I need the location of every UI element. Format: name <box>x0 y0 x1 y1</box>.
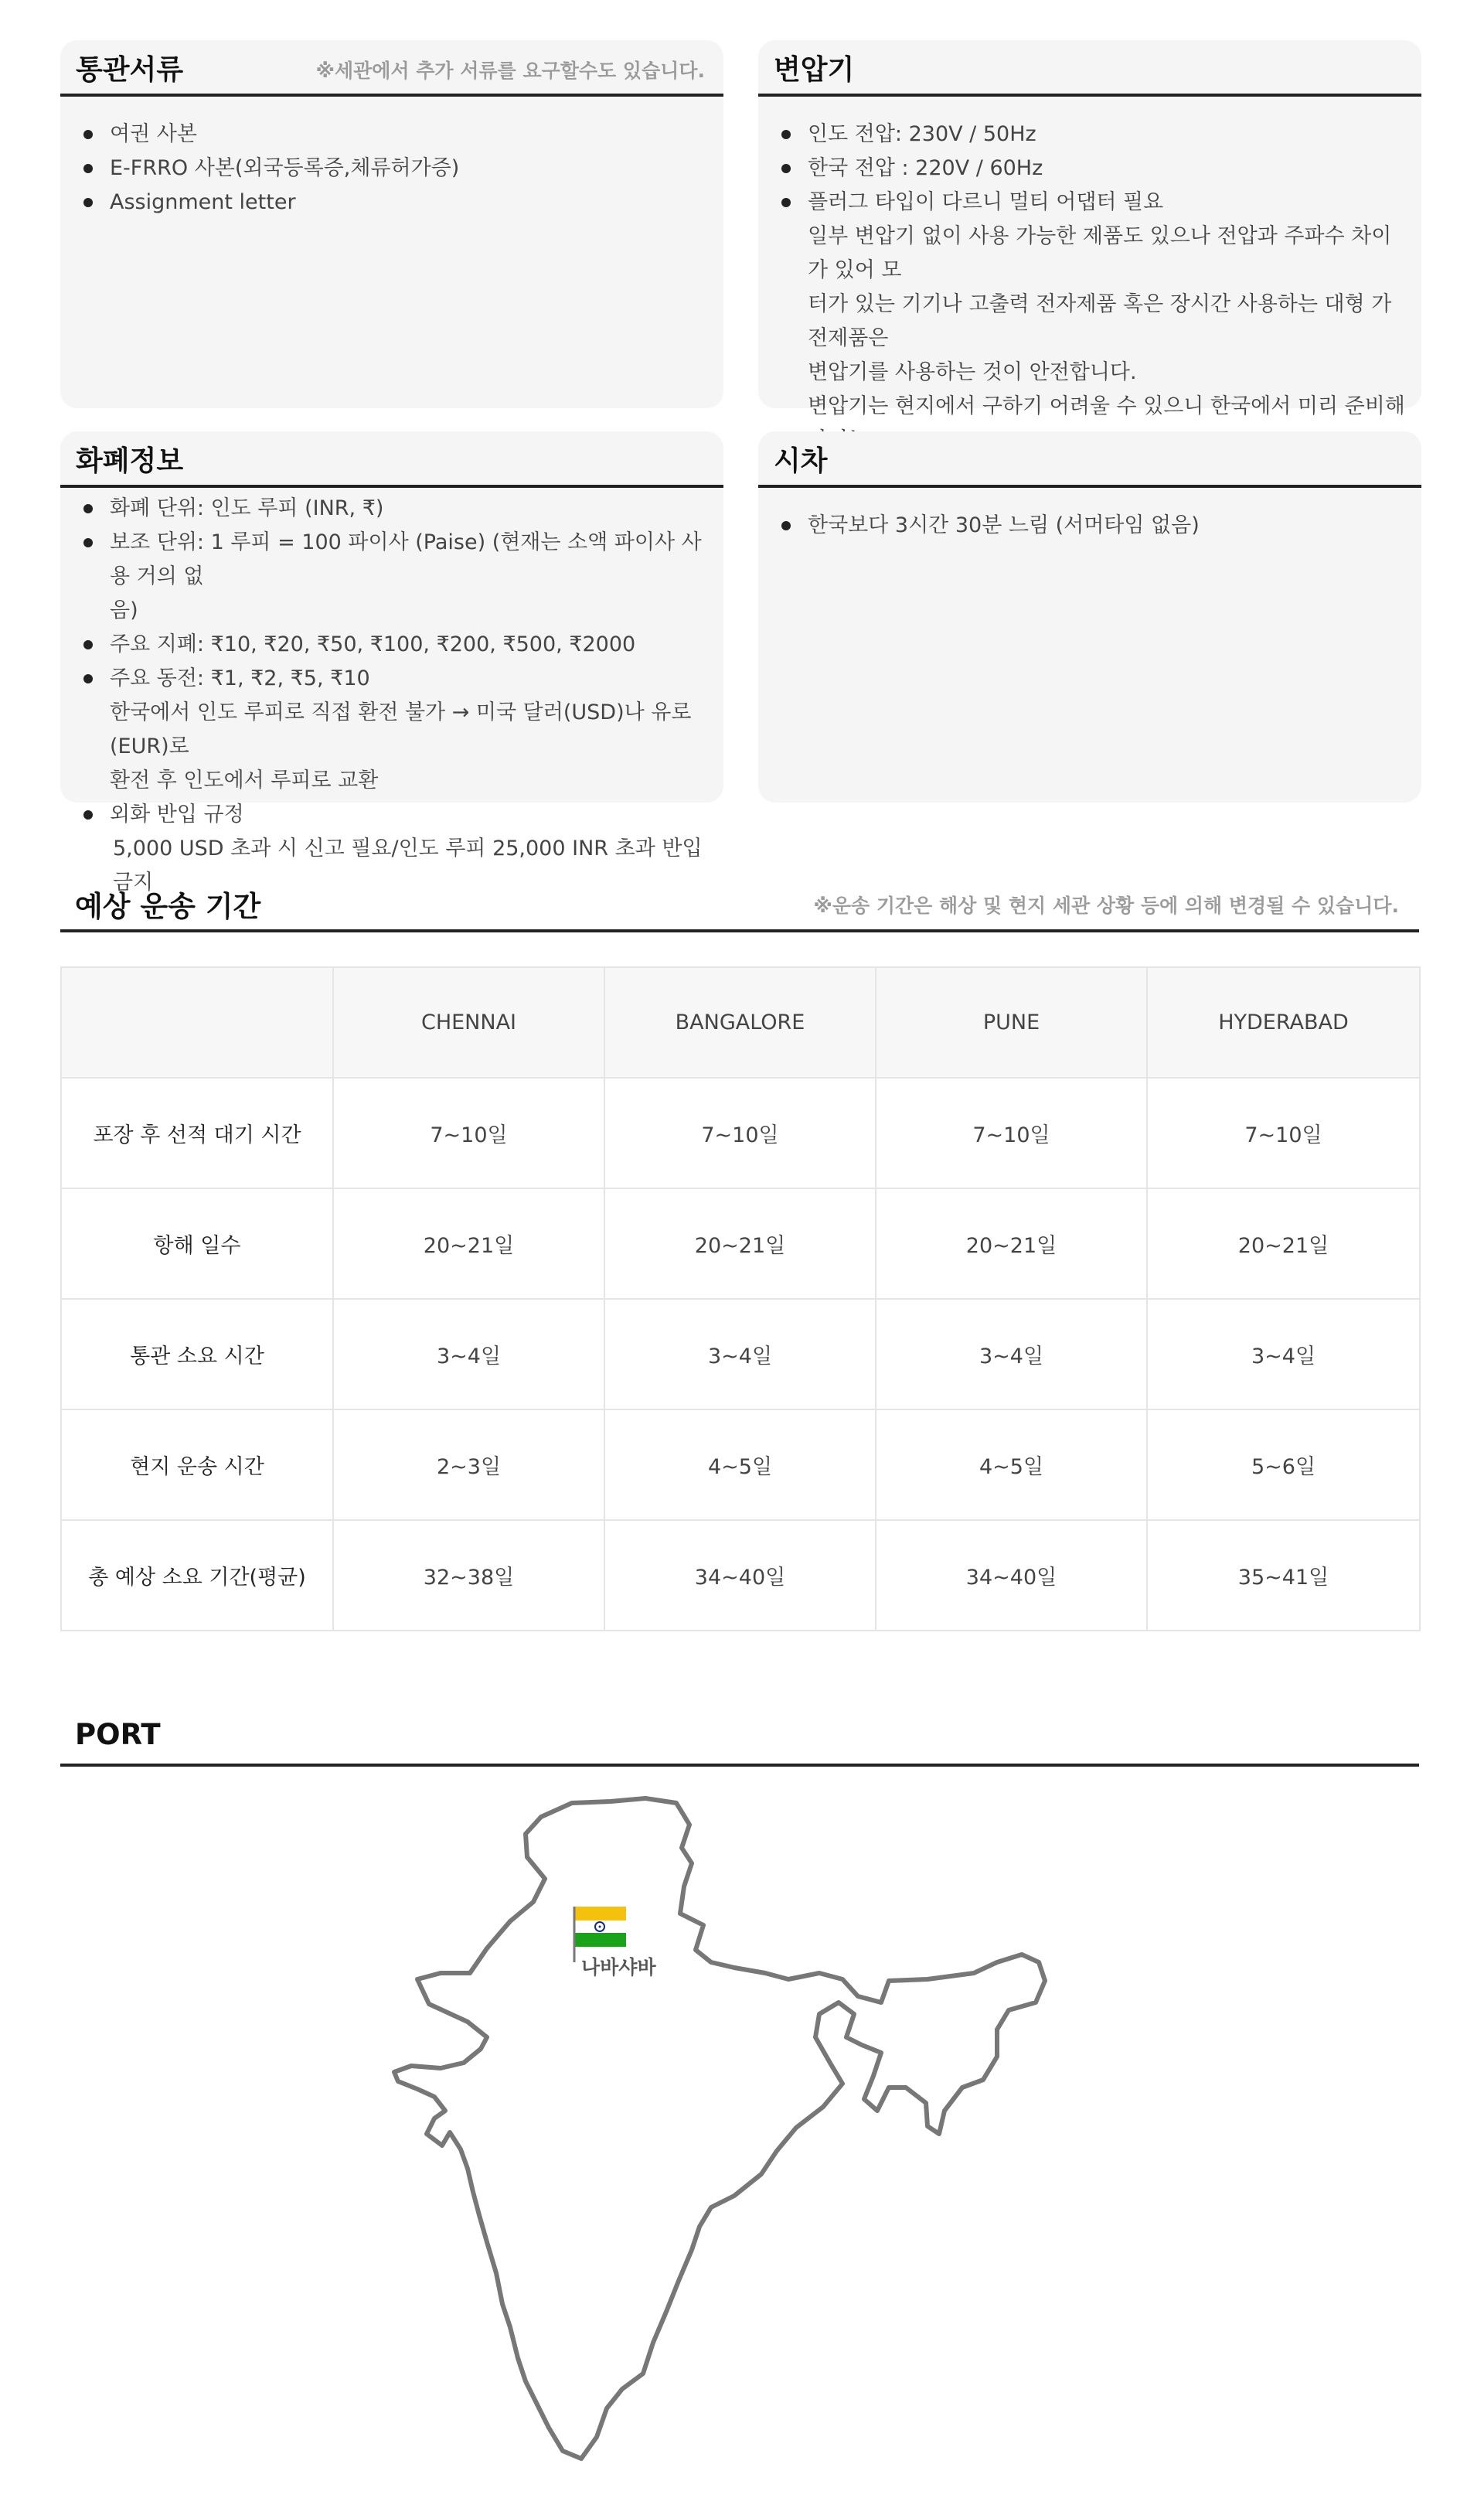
table-cell: 20~21일 <box>604 1188 876 1299</box>
list-item: 한국 전압 : 220V / 60Hz <box>774 152 1406 186</box>
header-cell: HYDERABAD <box>1147 967 1420 1078</box>
shipping-note: ※운송 기간은 해상 및 현지 세관 상황 등에 의해 변경될 수 있습니다. <box>813 895 1399 917</box>
row-header: 현지 운송 시간 <box>61 1409 333 1520</box>
customs-note: ※세관에서 추가 서류를 요구할수도 있습니다. <box>315 60 705 82</box>
table-cell: 35~41일 <box>1147 1520 1420 1631</box>
header-cell: PUNE <box>876 967 1147 1078</box>
currency-title: 화폐정보 <box>76 445 184 477</box>
table-cell: 7~10일 <box>876 1078 1147 1188</box>
table-cell: 4~5일 <box>604 1409 876 1520</box>
row-header: 통관 소요 시간 <box>61 1299 333 1409</box>
list-item-continuation: 변압기는 현지에서 구하기 어려울 수 있으니 한국에서 미리 준비해 <box>808 394 1405 418</box>
table-cell: 20~21일 <box>1147 1188 1420 1299</box>
timezone-card <box>758 431 1421 803</box>
section-divider <box>60 1764 1419 1767</box>
table-header-row <box>61 967 1420 1078</box>
list-item-continuation: 5,000 USD 초과 시 신고 필요/인도 루피 25,000 INR 초과 반입 금지 <box>113 837 703 895</box>
row-header: 총 예상 소요 기간(평균) <box>61 1520 333 1631</box>
table-cell: 20~21일 <box>333 1188 604 1299</box>
list-item-continuation: 한국에서 인도 루피로 직접 환전 불가 → 미국 달러(USD)나 유로(EUR)로 <box>110 700 692 758</box>
table-cell: 3~4일 <box>333 1299 604 1409</box>
list-item: 보조 단위: 1 루피 = 100 파이사 (Paise) (현재는 소액 파이사 사용 거의 없 <box>76 526 708 594</box>
header-cell-empty <box>61 967 333 1078</box>
table-row <box>61 1409 1420 1520</box>
list-item: 한국보다 3시간 30분 느림 (서머타임 없음) <box>774 509 1406 543</box>
list-item-continuation: 변압기를 사용하는 것이 안전합니다. <box>808 360 1137 384</box>
table-cell: 34~40일 <box>876 1520 1147 1631</box>
timezone-list <box>774 509 1406 543</box>
header-cell: BANGALORE <box>604 967 876 1078</box>
card-header <box>758 431 1421 488</box>
table-row <box>61 1520 1420 1631</box>
list-item: E-FRRO 사본(외국등록증,체류허가증) <box>76 152 708 186</box>
india-map <box>386 1771 1098 2482</box>
port-marker-label: 나바샤바 <box>581 1956 656 1978</box>
table-row <box>61 1188 1420 1299</box>
timezone-title: 시차 <box>774 445 828 477</box>
flag-saffron-stripe <box>574 1907 626 1920</box>
row-header: 항해 일수 <box>61 1188 333 1299</box>
transformer-title: 변압기 <box>774 54 855 86</box>
table-row <box>61 1299 1420 1409</box>
customs-title: 통관서류 <box>76 54 184 86</box>
flag-chakra-center <box>599 1926 601 1928</box>
shipping-title: 예상 운송 기간 <box>75 890 261 923</box>
list-item: 주요 지폐: ₹10, ₹20, ₹50, ₹100, ₹200, ₹500, ₹2000 <box>76 628 708 662</box>
table-cell: 7~10일 <box>604 1078 876 1188</box>
customs-list <box>76 118 708 220</box>
table-cell: 3~4일 <box>1147 1299 1420 1409</box>
list-item: 인도 전압: 230V / 50Hz <box>774 118 1406 152</box>
table-cell: 3~4일 <box>876 1299 1147 1409</box>
list-item: 여권 사본 <box>76 118 708 152</box>
india-outline <box>394 1798 1045 2459</box>
header-cell: CHENNAI <box>333 967 604 1078</box>
list-item-continuation: 일부 변압기 없이 사용 가능한 제품도 있으나 전압과 주파수 차이가 있어 모 <box>808 224 1392 282</box>
row-header: 포장 후 선적 대기 시간 <box>61 1078 333 1188</box>
card-header <box>758 40 1421 97</box>
transformer-card <box>758 40 1421 418</box>
table-cell: 34~40일 <box>604 1520 876 1631</box>
list-item-continuation: 음) <box>110 598 138 622</box>
table-cell: 7~10일 <box>1147 1078 1420 1188</box>
table-cell: 2~3일 <box>333 1409 604 1520</box>
card-header <box>60 431 723 488</box>
list-item: 화폐 단위: 인도 루피 (INR, ₹) <box>76 492 708 526</box>
table-cell: 5~6일 <box>1147 1409 1420 1520</box>
table-cell: 32~38일 <box>333 1520 604 1631</box>
table-cell: 20~21일 <box>876 1188 1147 1299</box>
table-row <box>61 1078 1420 1188</box>
list-item-continuation: 환전 후 인도에서 루피로 교환 <box>110 769 379 792</box>
shipping-table <box>60 966 1421 1631</box>
list-item: 주요 동전: ₹1, ₹2, ₹5, ₹10 <box>76 662 708 696</box>
table-cell: 7~10일 <box>333 1078 604 1188</box>
list-item: Assignment letter <box>76 186 708 220</box>
list-item-continuation: 터가 있는 기기나 고출력 전자제품 혹은 장시간 사용하는 대형 가전제품은 <box>808 292 1392 350</box>
section-divider <box>60 929 1419 932</box>
currency-list <box>76 492 708 900</box>
customs-documents-card <box>60 40 723 408</box>
flag-green-stripe <box>574 1933 626 1947</box>
list-item: 외화 반입 규정 <box>76 798 708 832</box>
port-title: PORT <box>75 1718 161 1751</box>
currency-card <box>60 431 723 895</box>
table-cell: 3~4일 <box>604 1299 876 1409</box>
card-header <box>60 40 723 97</box>
table-cell: 4~5일 <box>876 1409 1147 1520</box>
list-item: 플러그 타입이 다르니 멀티 어댑터 필요 <box>774 186 1406 220</box>
